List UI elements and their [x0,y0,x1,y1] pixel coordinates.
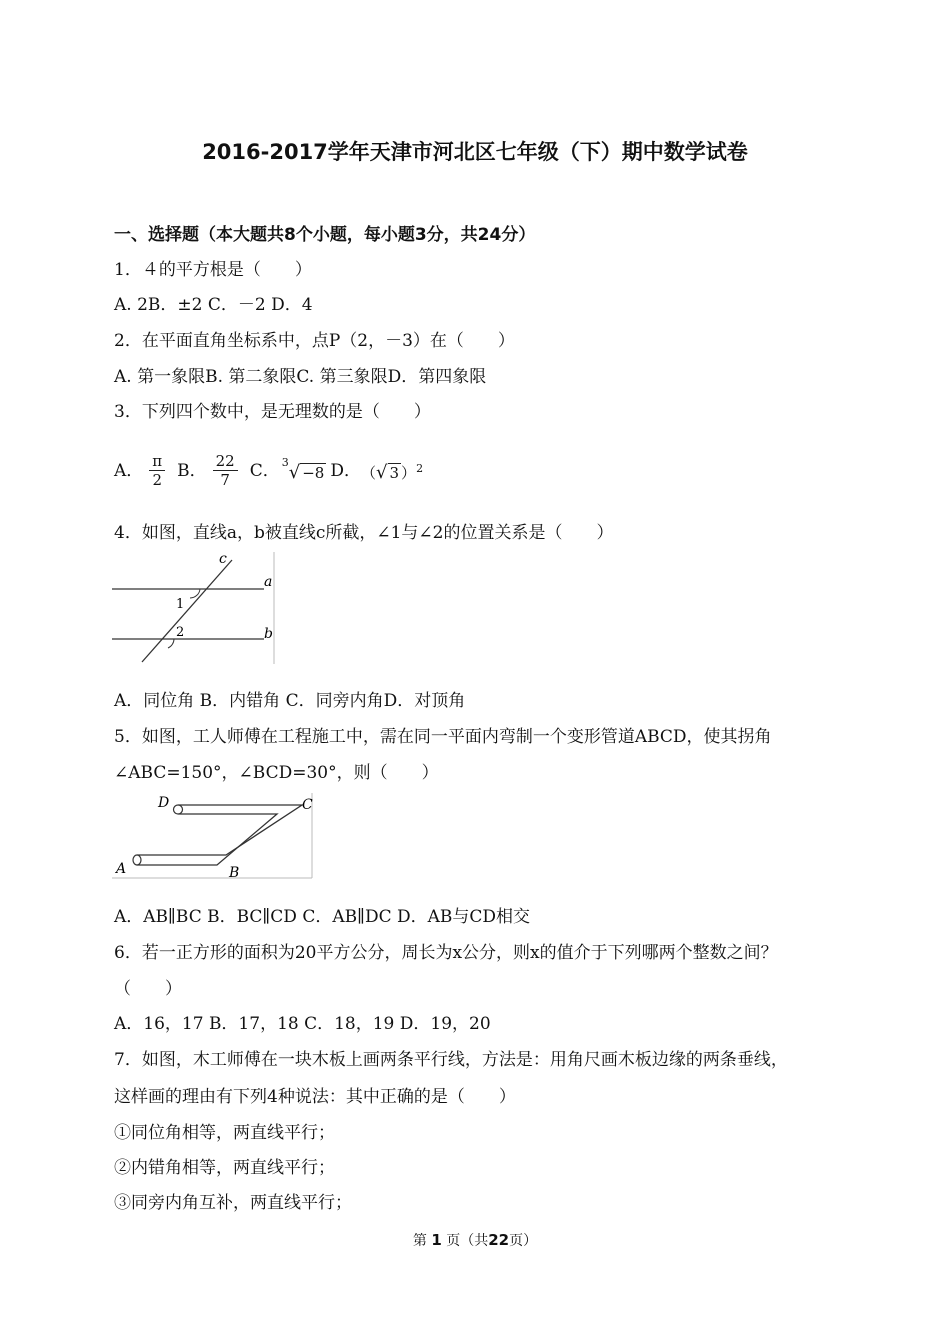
label-a: A [116,861,127,877]
option-a-label: A． [114,460,144,481]
label-a: a [264,574,273,590]
question-6-stem-line2: （ ） [114,979,182,999]
page-number: 1 [431,1231,442,1249]
question-7-stem-line1: 7．如图，木工师傅在一块木板上画两条平行线，方法是：用角尺画木板边缘的两条垂线， [114,1050,788,1070]
angle-2-arc [168,639,174,648]
question-4-options: A．同位角 B．内错角 C．同旁内角D．对顶角 [114,691,466,711]
pipe-end-a [133,855,141,865]
option-b-label: B． [177,460,207,481]
angle-1-arc [190,589,200,598]
pipe-inner-edge [137,814,277,865]
pipe-figure [112,793,317,883]
cube-root-expression: $^3$√ −8 [281,455,325,483]
question-6-stem-line1: 6．若一正方形的面积为20平方公分，周长为x公分，则x的值介于下列哪两个整数之间？ [114,943,778,963]
line-c [142,560,232,662]
label-angle-1: 1 [176,597,185,612]
label-angle-2: 2 [176,625,185,640]
question-7-statement-2: ②内错角相等，两直线平行； [114,1158,335,1178]
label-b: b [264,626,273,642]
question-2-options: A. 第一象限B. 第二象限C. 第三象限D．第四象限 [114,367,487,387]
question-2-stem: 2．在平面直角坐标系中，点P（2，－3）在（ ） [114,331,515,351]
fraction-22-over-7: $\frac{22}{7}$ [213,452,238,489]
question-3-stem: 3．下列四个数中，是无理数的是（ ） [114,402,431,422]
question-7-stem-line2: 这样画的理由有下列4种说法：其中正确的是（ ） [114,1087,516,1107]
pipe-end-d [174,805,183,814]
question-7-statement-1: ①同位角相等，两直线平行； [114,1123,335,1143]
fraction-pi-over-2: $\frac{\pi}{2}$ [149,452,165,489]
sqrt-squared-expression: （√ 3 ）$^2$ [361,461,424,483]
question-7-statement-3: ③同旁内角互补，两直线平行； [114,1193,352,1213]
question-4-stem: 4．如图，直线a，b被直线c所截，∠1与∠2的位置关系是（ ） [114,523,614,543]
section-heading: 一、选择题（本大题共8个小题，每小题3分，共24分） [114,225,536,245]
question-1-options: A. 2B．±2 C．－2 D．4 [114,295,313,315]
page-footer: 第 1 页（共22页） [412,1231,538,1249]
label-d: D [158,795,170,811]
parallel-lines-figure [112,552,278,664]
label-c: c [219,552,227,567]
question-5-stem-line2: ∠ABC=150°，∠BCD=30°，则（ ） [114,763,439,783]
question-5-options: A．AB∥BC B．BC∥CD C．AB∥DC D．AB与CD相交 [114,907,531,927]
label-b: B [229,865,240,881]
total-pages: 22 [488,1231,510,1249]
pipe-outer-edge [137,805,302,855]
question-6-options: A．16，17 B．17，18 C．18，19 D．19，20 [114,1014,491,1034]
label-c: C [302,797,313,813]
question-5-stem-line1: 5．如图，工人师傅在工程施工中，需在同一平面内弯制一个变形管道ABCD，使其拐角 [114,727,772,747]
question-1-stem: 1．４的平方根是（ ） [114,260,312,280]
question-3-options [114,452,423,489]
option-c-label: C． [249,460,280,481]
page-title: 2016-2017学年天津市河北区七年级（下）期中数学试卷 [202,140,748,164]
option-d-label: D． [330,460,361,481]
